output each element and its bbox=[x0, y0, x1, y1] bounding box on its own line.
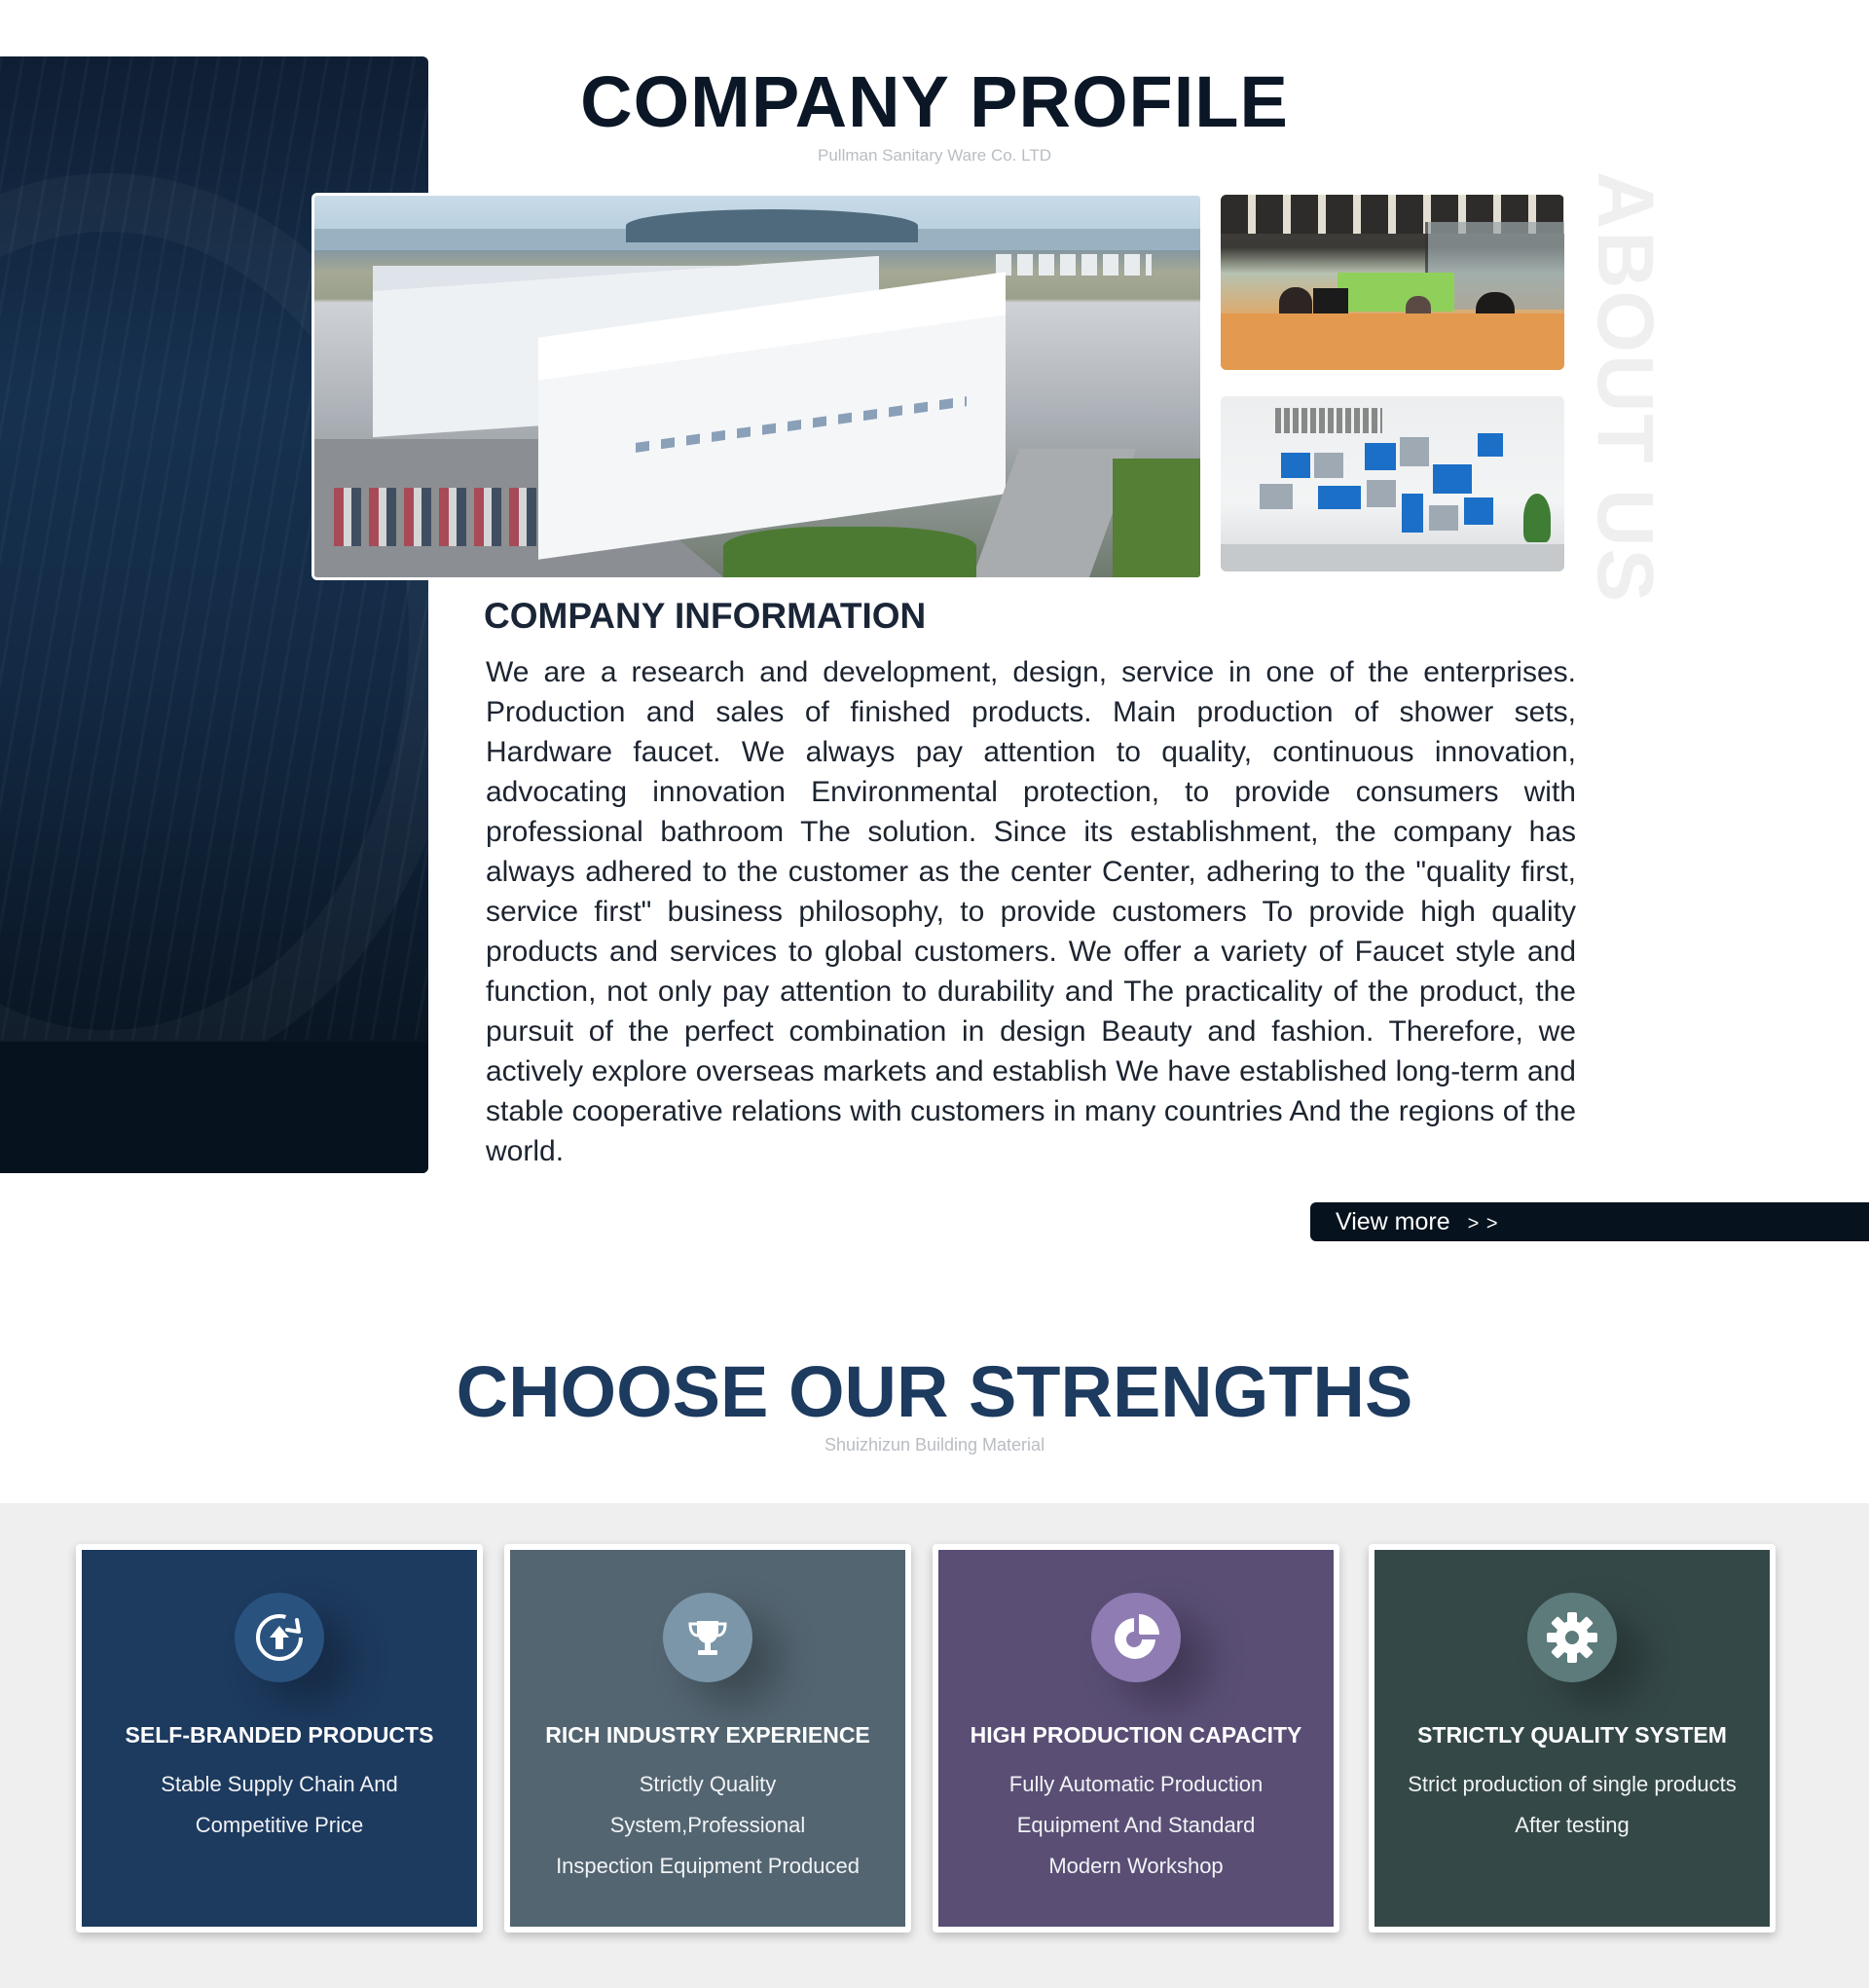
strength-card-line: Competitive Price bbox=[195, 1813, 364, 1837]
company-information-text: We are a research and development, design, service in one of the enterprises. Production and sales of finished products. Main production of shower sets, Hardware faucet. We always pay attention to quality, continuous innovation, advocating innovation Environmental protection, to provide consumers with professional bathroom The solution. Since its establishment, the company has always adhered to the customer as the center Center, adhering to the "quality first, service first" business philosophy, to provide customers To provide high quality products and services to global customers. We offer a variety of Faucet style and function, not only pay attention to durability and The practicality of the product, the pursuit of the perfect combination in design Beauty and fashion. Therefore, we actively explore overseas markets and establish We have established long-term and stable cooperative relations with customers in many countries And the regions of the world. bbox=[486, 656, 1576, 1167]
strength-card-body bbox=[938, 1550, 1334, 1927]
office-photo bbox=[1221, 195, 1564, 370]
company-information-heading: COMPANY INFORMATION bbox=[484, 596, 927, 636]
strength-card-body bbox=[82, 1550, 477, 1927]
factory-aerial-photo bbox=[312, 193, 1203, 580]
strength-card-body bbox=[1374, 1550, 1770, 1927]
strength-card-quality-system bbox=[1369, 1544, 1776, 1933]
strength-card-description bbox=[539, 1764, 876, 1887]
company-profile-title: COMPANY PROFILE bbox=[580, 61, 1289, 142]
strength-card-line: Inspection Equipment Produced bbox=[556, 1854, 860, 1878]
strength-card-industry-experience bbox=[504, 1544, 911, 1933]
strength-card-line: After testing bbox=[1515, 1813, 1630, 1837]
strength-card-description bbox=[1404, 1764, 1741, 1846]
about-us-watermark: ABOUT US bbox=[1581, 171, 1669, 605]
view-more-button[interactable] bbox=[1310, 1202, 1869, 1241]
trophy-icon bbox=[663, 1593, 752, 1682]
strength-card-line: Fully Automatic Production bbox=[1008, 1772, 1264, 1796]
strength-card-line: Modern Workshop bbox=[1048, 1854, 1224, 1878]
strength-card-line: Equipment And Standard bbox=[1016, 1813, 1256, 1837]
panel-base bbox=[0, 1042, 428, 1173]
company-profile-subtitle: Pullman Sanitary Ware Co. LTD bbox=[818, 146, 1051, 165]
strength-card-title: SELF-BRANDED PRODUCTS bbox=[125, 1722, 434, 1748]
strength-card-description bbox=[968, 1764, 1304, 1887]
display-wall-photo bbox=[1221, 396, 1564, 571]
pie-chart-icon bbox=[1091, 1593, 1181, 1682]
strength-card-production-capacity bbox=[933, 1544, 1339, 1933]
double-chevron-right-icon: > > bbox=[1467, 1213, 1499, 1234]
strength-card-body bbox=[510, 1550, 905, 1927]
strength-card-title: STRICTLY QUALITY SYSTEM bbox=[1417, 1722, 1727, 1748]
upload-cycle-icon bbox=[235, 1593, 324, 1682]
strength-card-description bbox=[111, 1764, 448, 1846]
gear-icon bbox=[1527, 1593, 1617, 1682]
strengths-title: CHOOSE OUR STRENGTHS bbox=[456, 1351, 1413, 1432]
strength-card-title: RICH INDUSTRY EXPERIENCE bbox=[545, 1722, 870, 1748]
strength-card-title: HIGH PRODUCTION CAPACITY bbox=[970, 1722, 1302, 1748]
strength-card-line: Strict production of single products bbox=[1408, 1772, 1737, 1796]
strength-card-self-branded bbox=[76, 1544, 483, 1933]
strengths-subtitle: Shuizhizun Building Material bbox=[824, 1435, 1045, 1454]
view-more-label: View more bbox=[1336, 1208, 1450, 1235]
strength-card-line: Strictly Quality System,Professional bbox=[609, 1772, 806, 1837]
strength-card-line: Stable Supply Chain And bbox=[161, 1772, 398, 1796]
